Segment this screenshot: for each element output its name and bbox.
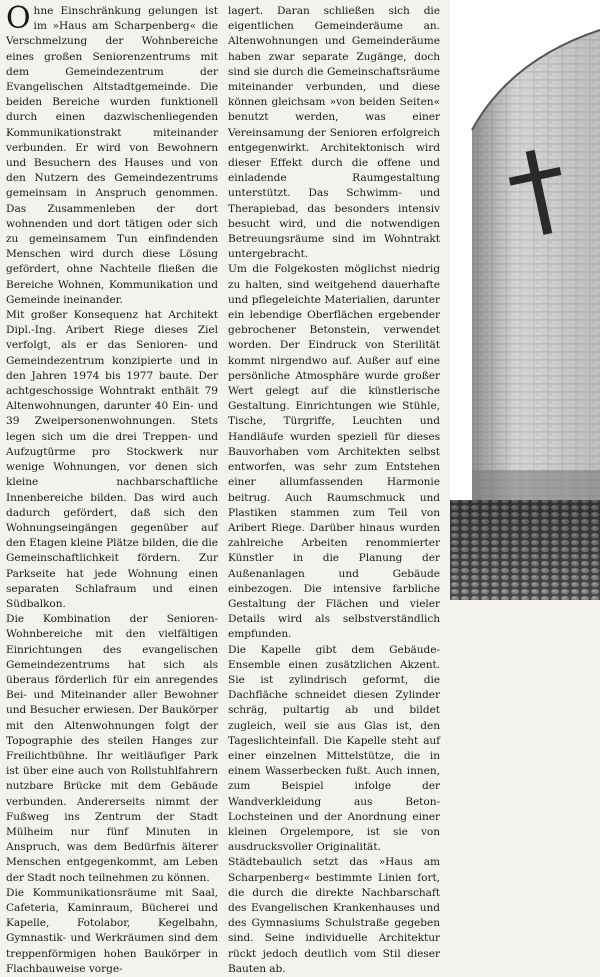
paragraph-combination: Die Kombination der Senioren-Wohnbereiche mit den vielfältigen Einrichtungen des evangelischen Gemeindezentrums hat sich als überaus förderlich für ein anregendes Bei- und Miteinander aller Bewohner und Besucher erwiesen. Der Baukörper mit den Altenwohnungen folgt der Topographie des steilen Hanges zur Freilichtbühne. Ihr weitläufiger Park ist über eine auch von Rollstuhlfahrern nutzbare Brücke mit dem Gebäude verbunden. Andererseits nimmt der Fußweg ins Zentrum der Stadt Mülheim nur fünf Minuten in Anspruch, was dem Bedürfnis älterer Menschen entgegenkommt, am Leben der Stadt noch teilnehmen zu können. [6, 613, 218, 884]
paragraph-materials: Um die Folgekosten möglichst niedrig zu halten, sind weitgehend dauerhafte und pflegeleichte Materialien, darunter ein lebendige Oberflächen ergebender gebrochener Betonstein, verwendet worden. Der Eindruck von Sterilität kommt nirgendwo auf. Außer auf eine persönliche Atmosphäre wurde großer Wert gelegt auf die künstlerische Gestaltung. Einrichtungen wie Stühle, Tische, Türgriffe, Leuchten und Handläufe wurden speziell für dieses Bauvorhaben vom Architekten selbst entworfen, was sehr zum Entstehen einer allumfassenden Harmonie beitrug. Auch Raumschmuck und Plastiken stammen zum Teil von Aribert Riege. Darüber hinaus wurden zahlreiche Arbeiten renommierter Künstler in die Planung der Außenanlagen und Gebäude einbezogen. Die intensive farbliche Gestaltung der Flächen und vieler Details wird als selbstverständlich empfunden. [228, 263, 440, 641]
paragraph-communication-rooms: Die Kommunikationsräume mit Saal, Cafeteria, Kaminraum, Bücherei und Kapelle, Fotolabor, Kegelbahn, Gymnastik- und Werkräumen sind dem treppenförmigen hohen Baukörper in Flachbauweise vorge- [6, 886, 218, 975]
text-column-middle [228, 4, 440, 977]
paragraph-intro-text: hne Einschränkung gelungen ist im »Haus am Scharpenberg« die Verschmelzung der Wohnbereiche eines großen Seniorenzentrums mit dem Gemeindezentrum der Evangelischen Altstadtgemeinde. Die beiden Bereiche wurden funktionell durch einen dazwischenliegenden Kommunikationstrakt miteinander verbunden. Er wird von Bewohnern und Besuchern des Hauses und von den Nutzern des Gemeindezentrums gemeinsam in Anspruch genommen. Das Zusammenleben der dort wohnenden und dort tätigen oder sich zu gemeinsamem Tun einfindenden Menschen wird durch diese Lösung gefördert, ohne Nachteile fließen die Bereiche Wohnen, Kommunikation und Gemeinde ineinander. [6, 5, 218, 306]
paragraph-urban-planning: Städtebaulich setzt das »Haus am Scharpenberg« bestimmte Linien fort, die durch die direkte Nachbarschaft des Evangelischen Krankenhauses und des Gymnasiums Schulstraße gegeben sind. Seine individuelle Architektur rückt jedoch deutlich vom Stil dieser Bauten ab. [228, 856, 440, 975]
text-column-left [6, 1, 218, 977]
drop-cap: O [6, 1, 31, 36]
paragraph-intro [6, 1, 218, 308]
paragraph-separate-access: lagert. Daran schließen sich die eigentlichen Gemeinderäume an. Altenwohnungen und Gemeinderäume haben zwar separate Zugänge, doch sind sie durch die Gemeinschaftsräume miteinander verbunden, und diese können gleichsam »von beiden Seiten« benutzt werden, was einer Vereinsamung der Senioren erfolgreich entgegenwirkt. Architektonisch wird dieser Effekt durch die offene und einladende Raumgestaltung unterstützt. Das Schwimm- und Therapiebad, das besonders intensiv besucht wird, und die notwendigen Betreuungsräume sind im Wohntrakt untergebracht. [228, 5, 440, 261]
paragraph-architect: Mit großer Konsequenz hat Architekt Dipl.-Ing. Aribert Riege dieses Ziel verfolgt, als er das Senioren- und Gemeindezentrum konzipierte und in den Jahren 1974 bis 1977 baute. Der achtgeschossige Wohntrakt enthält 79 Altenwohnungen, darunter 40 Ein- und 39 Zweipersonenwohnungen. Stets legen sich um die drei Treppen- und Aufzugtürme pro Stockwerk nur wenige Wohnungen, vor denen sich kleine nachbarschaftliche Innenbereiche bilden. Das wird auch dadurch gefördert, daß sich den Wohnungseingängen gegenüber auf den Etagen kleine Plätze bilden, die die Gemeinschaftlichkeit fördern. Zur Parkseite hat jede Wohnung einen separaten Schlafraum und einen Südbalkon. [6, 309, 218, 610]
paragraph-chapel: Die Kapelle gibt dem Gebäude-Ensemble einen zusätzlichen Akzent. Sie ist zylindrisch geformt, die Dachfläche schneidet diesen Zylinder schräg, pultartig ab und bildet zugleich, weil sie aus Glas ist, den Tageslichteinfall. Die Kapelle steht auf einer einzelnen Mittelstütze, die in einem Wasserbecken fußt. Auch innen, zum Beispiel infolge der Wandverkleidung aus Beton-Lochsteinen und der Anordnung einer kleinen Orgelempore, ist sie von ausdrucksvoller Originalität. [228, 643, 440, 854]
chapel-photo [450, 0, 600, 600]
